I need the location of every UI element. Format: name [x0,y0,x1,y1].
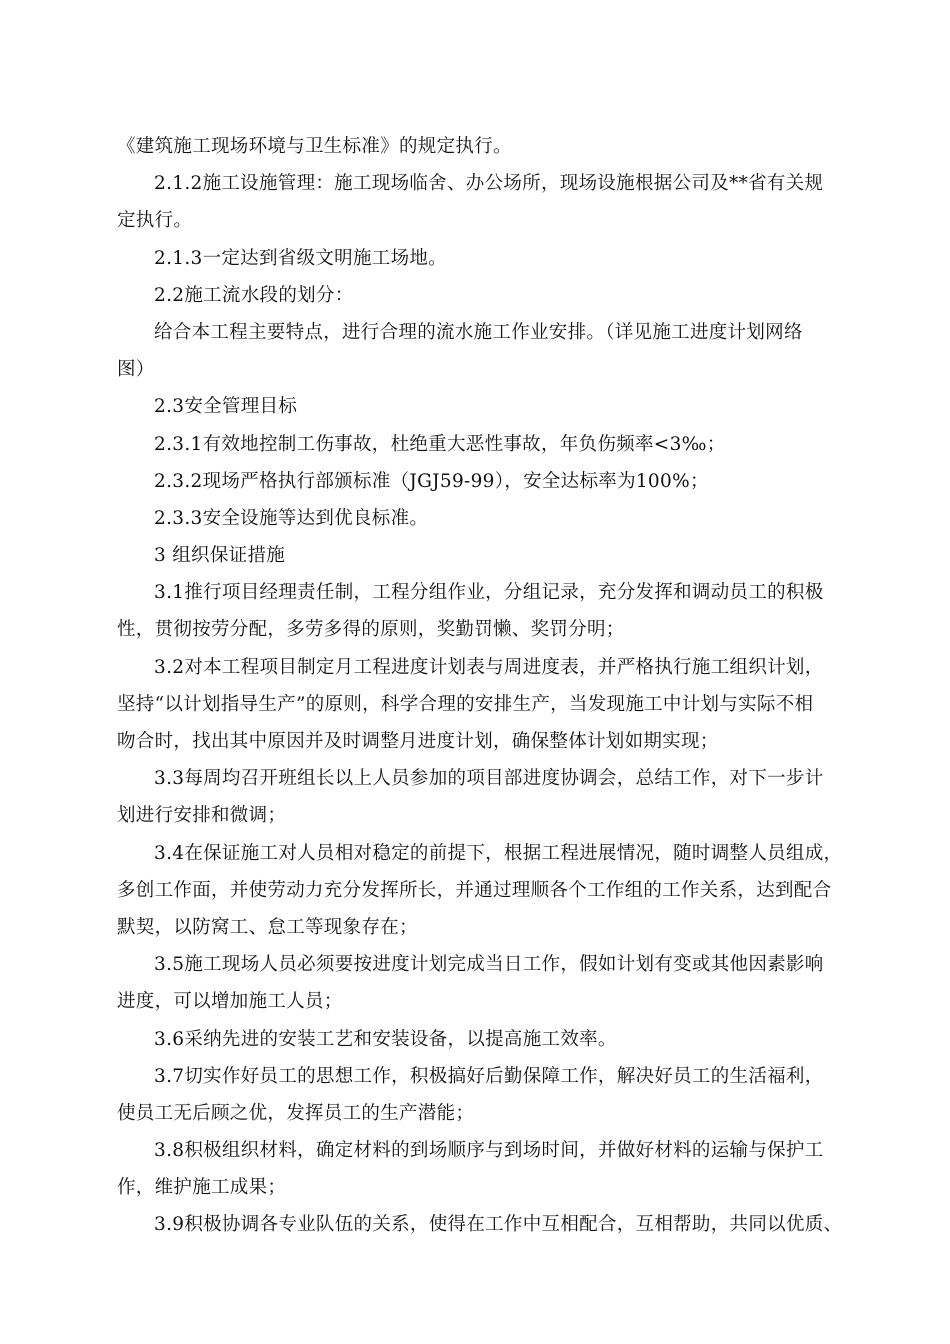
text-line: 2.3.2现场严格执行部颁标准（JGJ59-99），安全达标率为100%； [154,470,709,492]
text-line: 进度，可以增加施工人员； [117,991,343,1013]
text-line: 吻合时，找出其中原因并及时调整月进度计划，确保整体计划如期实现； [117,731,719,752]
text-line: 2.3.3安全设施等达到优良标准。 [154,507,429,529]
text-line: 2.1.2施工设施管理：施工现场临舍、办公场所，现场设施根据公司及**省有关规 [154,173,824,195]
text-line: 2.3安全管理目标 [154,396,298,418]
text-line: 2.2施工流水段的划分： [154,284,354,306]
text-line: 3 组织保证措施 [154,545,286,567]
text-line: 作，维护施工成果； [117,1177,287,1199]
text-line: 3.1推行项目经理责任制，工程分组作业，分组记录，充分发挥和调动员工的积极 [154,582,824,604]
text-line: 3.5施工现场人员必须要按进度计划完成当日工作，假如计划有变或其他因素影响 [154,954,824,976]
text-line: 3.4在保证施工对人员相对稳定的前提下，根据工程进展情况，随时调整人员组成， [154,842,843,864]
text-line: 多创工作面，并使劳动力充分发挥所长，并通过理顺各个工作组的工作关系，达到配合 [117,879,832,901]
text-line: 图） [117,359,155,381]
text-line: 使员工无后顾之优，发挥员工的生产潜能； [117,1102,475,1124]
text-line: 定执行。 [117,210,193,232]
text-line: 划进行安排和微调； [117,805,287,827]
text-line: 给合本工程主要特点，进行合理的流水施工作业安排。（详见施工进度计划网络 [154,321,803,343]
text-line: 2.1.3一定达到省级文明施工场地。 [154,247,447,269]
text-line: 3.8积极组织材料，确定材料的到场顺序与到场时间，并做好材料的运输与保护工 [154,1140,824,1162]
text-line: 3.3每周均召开班组长以上人员参加的项目部进度协调会，总结工作，对下一步计 [154,768,824,790]
text-line: 默契，以防窝工、怠工等现象存在； [117,916,418,938]
text-line: 2.3.1有效地控制工伤事故，杜绝重大恶性事故，年负伤频率<3‰； [154,433,726,455]
text-line: 3.2对本工程项目制定月工程进度计划表与周进度表，并严格执行施工组织计划， [154,656,824,678]
document-body [117,128,852,1244]
text-line: 坚持“以计划指导生产”的原则，科学合理的安排生产，当发现施工中计划与实际不相 [117,693,814,715]
text-line: 3.9积极协调各专业队伍的关系，使得在工作中互相配合，互相帮助，共同以优质、 [154,1214,843,1236]
text-line: 《建筑施工现场环境与卫生标准》的规定执行。 [117,136,512,157]
text-line: 3.6采纳先进的安装工艺和安装设备，以提高施工效率。 [154,1028,617,1050]
text-line: 性，贯彻按劳分配，多劳多得的原则，奖勤罚懒、奖罚分明； [117,619,625,641]
text-line: 3.7切实作好员工的思想工作，积极搞好后勤保障工作，解决好员工的生活福利， [154,1065,824,1087]
